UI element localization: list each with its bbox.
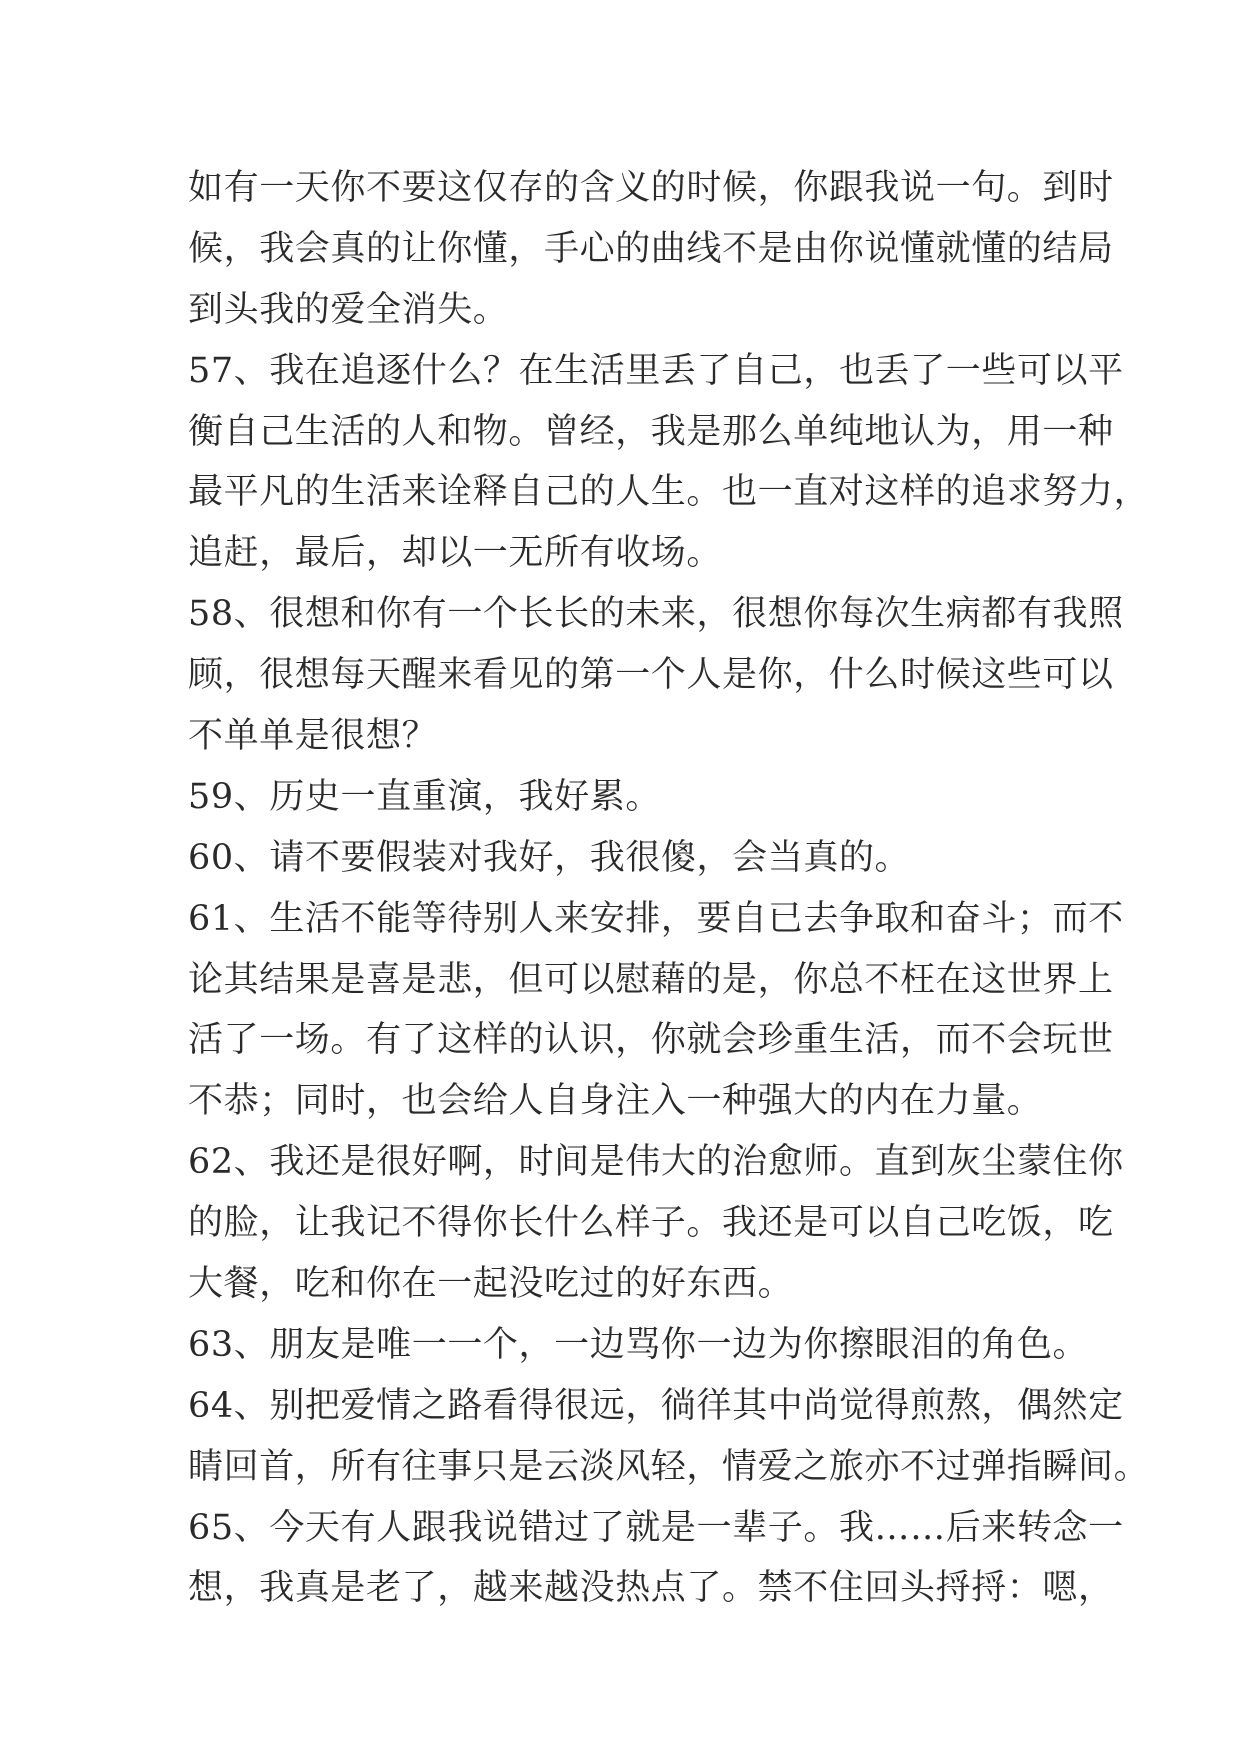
- text-line: 衡自己生活的人和物。曾经，我是那么单纯地认为，用一种: [188, 411, 1114, 452]
- text-line: 不单单是很想？: [188, 716, 438, 757]
- text-line: 58、很想和你有一个长长的未来，很想你每次生病都有我照: [188, 594, 1124, 635]
- document-body: [188, 158, 1150, 1619]
- text-line: 59、历史一直重演，我好累。: [188, 776, 661, 817]
- text-line: 候，我会真的让你懂，手心的曲线不是由你说懂就懂的结局: [188, 228, 1114, 269]
- text-line: 追赶，最后，却以一无所有收场。: [188, 533, 723, 574]
- text-line: 57、我在追逐什么？在生活里丢了自己，也丢了一些可以平: [188, 350, 1124, 391]
- text-line: 想，我真是老了，越来越没热点了。禁不住回头捋捋：嗯，: [188, 1568, 1114, 1609]
- text-line: 64、别把爱情之路看得很远，徜徉其中尚觉得煎熬，偶然定: [188, 1385, 1124, 1426]
- text-line: 睛回首，所有往事只是云淡风轻，情爱之旅亦不过弹指瞬间。: [188, 1446, 1150, 1487]
- text-line: 大餐，吃和你在一起没吃过的好东西。: [188, 1264, 794, 1305]
- text-line: 论其结果是喜是悲，但可以慰藉的是，你总不枉在这世界上: [188, 959, 1114, 1000]
- text-line: 60、请不要假装对我好，我很傻，会当真的。: [188, 837, 911, 878]
- text-line: 61、生活不能等待别人来安排，要自已去争取和奋斗；而不: [188, 898, 1124, 939]
- text-line: 顾，很想每天醒来看见的第一个人是你，什么时候这些可以: [188, 655, 1114, 696]
- text-line: 63、朋友是唯一一个，一边骂你一边为你擦眼泪的角色。: [188, 1324, 1089, 1365]
- text-line: 到头我的爱全消失。: [188, 289, 509, 330]
- text-line: 的脸，让我记不得你长什么样子。我还是可以自己吃饭，吃: [188, 1203, 1114, 1244]
- text-line: 如有一天你不要这仅存的含义的时候，你跟我说一句。到时: [188, 168, 1114, 208]
- text-line: 最平凡的生活来诠释自己的人生。也一直对这样的追求努力，: [188, 472, 1150, 513]
- text-line: 不恭；同时，也会给人自身注入一种强大的内在力量。: [188, 1081, 1043, 1122]
- text-line: 65、今天有人跟我说错过了就是一辈子。我……后来转念一: [188, 1507, 1124, 1548]
- text-line: 62、我还是很好啊，时间是伟大的治愈师。直到灰尘蒙住你: [188, 1142, 1124, 1183]
- text-line: 活了一场。有了这样的认识，你就会珍重生活，而不会玩世: [188, 1020, 1114, 1061]
